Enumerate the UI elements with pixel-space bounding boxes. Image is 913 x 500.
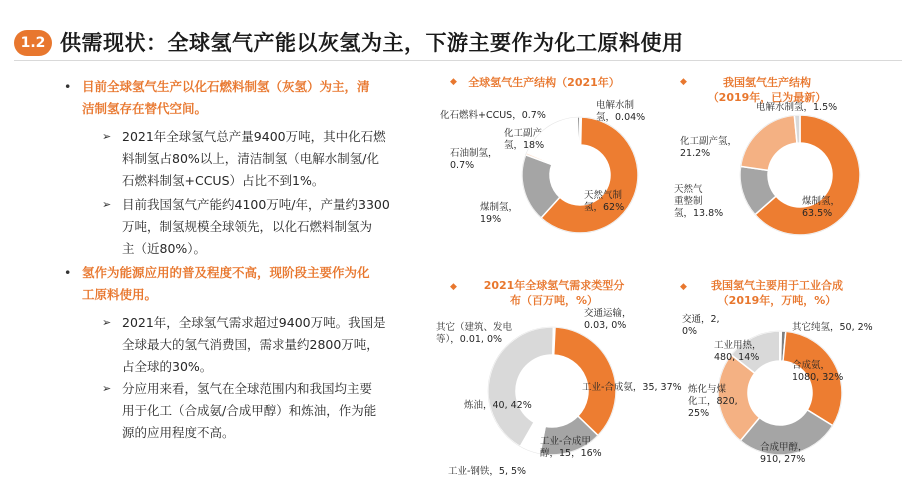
chart-1-label-electrolysis: 电解水制 氢，0.04% (596, 100, 646, 123)
bullet-2 (64, 262, 370, 306)
chart-4-title: 我国氢气主要用于工业合成 （2019年，万吨，%） (711, 279, 843, 307)
chart-3-label-ammonia: 工业-合成氨，35, 37% (582, 382, 682, 393)
arrow-right-icon: ➢ (102, 382, 112, 395)
chart-3-label-methanol: 工业-合成甲 醇，15，16% (540, 436, 602, 459)
page-title: 供需现状：全球氢气产能以灰氢为主，下游主要作为化工原料使用 (60, 31, 684, 55)
title-divider (14, 60, 902, 61)
diamond-icon: ◆ (680, 77, 687, 87)
sub-bullet-1-text: 2021年全球氢气总产量9400万吨，其中化石燃 料制氢占80%以上，清洁制氢（电解水制氢/化 石燃料制氢+CCUS）占比不到1%。 (122, 129, 386, 188)
chart-2-label-gas: 天然气 重整制 氢，13.8% (674, 184, 724, 219)
chart-2-label-electrolysis: 电解水制氢，1.5% (756, 102, 838, 113)
chart-2-label-coal: 煤制氢， 63.5% (802, 196, 841, 219)
chart-1-label-byproduct: 化工副产 氢，18% (504, 128, 545, 151)
chart-4-label-heat: 工业用热， 480, 14% (714, 340, 762, 363)
chart-2-title: 我国氢气生产结构 （2019年，已为最新） (707, 76, 827, 104)
charts-panel (430, 66, 910, 500)
chart-1-label-ccus: 化石燃料+CCUS，0.7% (440, 110, 546, 121)
diamond-icon: ◆ (450, 282, 457, 292)
chart-1-title: 全球氢气生产结构（2021年） (468, 76, 620, 89)
chart-3-label-refining: 炼油，40, 42% (464, 400, 532, 411)
sub-bullet-3-text: 2021年，全球氢气需求超过9400万吨。我国是 全球最大的氢气消费国，需求量约2800万吨， 占全球的30%。 (122, 315, 386, 374)
chart-1-label-gas: 天然气制 氢，62% (584, 190, 625, 213)
header (0, 0, 913, 62)
chart-3-title: 2021年全球氢气需求类型分 布（百万吨，%） (483, 279, 625, 307)
arrow-right-icon: ➢ (102, 130, 112, 143)
chart-1-slice-5 (580, 117, 581, 145)
chart-3-label-steel: 工业-钢铁，5, 5% (448, 466, 527, 477)
section-badge: 1.2 (14, 30, 52, 56)
arrow-right-icon: ➢ (102, 198, 112, 211)
sub-bullet-2 (102, 194, 390, 260)
chart-4-label-transport: 交通，2, 0% (682, 314, 720, 337)
sub-bullet-3 (102, 312, 386, 378)
bullet-1 (64, 76, 370, 120)
chart-3-label-other: 其它（建筑、发电 等），0.01, 0% (436, 322, 513, 345)
chart-4-label-methanol: 合成甲醇， 910, 27% (760, 442, 808, 465)
sub-bullet-4-text: 分应用来看，氢气在全球范围内和我国均主要 用于化工（合成氨/合成甲醇）和炼油，作为能 源的应用程度不高。 (122, 381, 377, 440)
sub-bullet-4 (102, 378, 377, 444)
arrow-right-icon: ➢ (102, 316, 112, 329)
diamond-icon: ◆ (680, 282, 687, 292)
chart-2-label-byproduct: 化工副产氢， 21.2% (680, 136, 738, 159)
bullet-dot-icon: • (64, 79, 72, 94)
bullet-dot-icon: • (64, 265, 72, 280)
sub-bullet-2-text: 目前我国氢气产能约4100万吨/年，产量约3300 万吨，制氢规模全球领先，以化石燃料制氢为 主（近80%）。 (122, 197, 390, 256)
chart-1-label-coal: 煤制氢， 19% (480, 202, 519, 225)
chart-1-label-oil: 石油制氢， 0.7% (450, 148, 498, 171)
bullet-2-text: 氢作为能源应用的普及程度不高，现阶段主要作为化 工原料使用。 (82, 265, 370, 302)
chart-4-slice-5 (780, 331, 782, 361)
chart-3-label-transport: 交通运输， 0.03, 0% (584, 308, 632, 331)
bullet-1-text: 目前全球氢气生产以化石燃料制氢（灰氢）为主，清 洁制氢存在替代空间。 (82, 79, 370, 116)
diamond-icon: ◆ (450, 77, 457, 87)
sub-bullet-1 (102, 126, 386, 192)
chart-4-label-other: 其它纯氢，50, 2% (792, 322, 873, 333)
chart-4-label-ammonia: 合成氨， 1080, 32% (792, 360, 844, 383)
chart-4-label-refining: 炼化与煤 化工，820, 25% (688, 384, 738, 419)
